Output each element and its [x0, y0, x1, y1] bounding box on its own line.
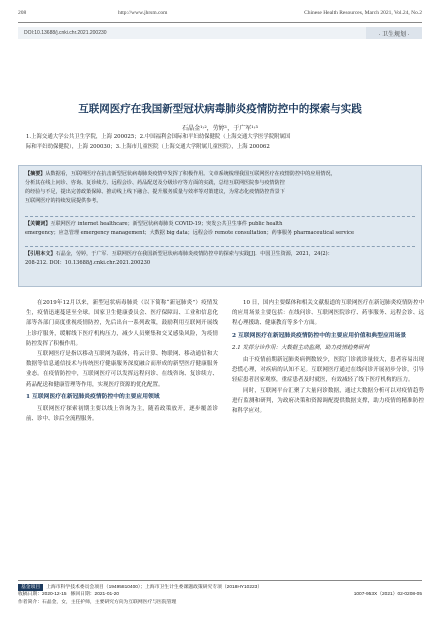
abstract-divider — [25, 216, 415, 217]
body-paragraph: 由于疫情前期新冠肺炎病例数较少，医院门诊就诊量较大，患者容易出现恐慌心理，对疾病的认知不足。互联网医疗通过在线问诊开展初步分诊，引导轻症患者居家观察，重症患者及时就医，有效减轻了线下医疗机构的压力。 — [232, 357, 424, 384]
received-date: 2020-12-15 — [42, 592, 67, 598]
body-paragraph: 10 日，国内主要媒体和相关文献报道的互联网医疗在新冠肺炎疫情防控中的应用场景主要包括：在线问诊、互联网医院诊疗、药事服务、远程会诊、远程心理援助、健康教育等多个方面。 — [232, 300, 424, 327]
abstract-box — [18, 165, 422, 287]
fund-label: 基金项目 — [18, 584, 43, 591]
citation-label: 【引用本文】 — [25, 251, 56, 257]
abstract-line: 的经验与不足，提出完善政策保障、推动线上线下融合、提升服务质量与效率等对策建议，为常态化疫情防控背景下 — [25, 189, 285, 195]
body-paragraph: 互联网医疗是指以移动互联网为载体，将云计算、物联网、移动通信和大数据等信息通信技术与传统医疗健康服务深度融合而形成的新型医疗健康服务业态。在疫情防控中，互联网医疗可以发挥远程问诊、在线咨询、复诊续方、药品配送和健康管理等作用，实现医疗资源的优化配置。 — [26, 351, 218, 388]
citation-line[interactable]: 208-212. DOI：10.13688/j.cnki.chr.2021.200230 — [25, 260, 151, 266]
section-heading: 2 互联网医疗在新冠肺炎疫情防控中的主要应用价值和典型应用场景 — [232, 332, 407, 339]
running-header — [18, 10, 422, 22]
author-list: 石晶金¹˒²，劳婷¹，于广军¹˒³ — [182, 125, 258, 132]
fund-text: 上海市科学技术委员会项目（19495810400）；上海市卫生计生委课题政策研究专项（2018HY10223） — [46, 585, 263, 590]
header-rule — [18, 22, 422, 23]
article-title: 互联网医疗在我国新型冠状病毒肺炎疫情防控中的探索与实践 — [78, 103, 362, 115]
keywords-line: emergency；应急管理 emergency management；大数据 big data；远程会诊 remote consultation；药事服务 pharmaceutical service — [25, 230, 354, 236]
page-number: 208 — [18, 10, 27, 16]
body-column-right — [232, 298, 424, 416]
keywords-label: 【关键词】 — [25, 221, 51, 227]
body-paragraph: 同时，互联网平台汇聚了大量问诊数据，通过大数据分析可以对疫情趋势进行监测和研判，为政府决策和资源调配提供数据支撑，助力疫情的精准防控和科学应对。 — [232, 387, 424, 415]
section-heading: 1 互联网医疗在新冠肺炎疫情防控中的主要应用领域 — [26, 393, 160, 400]
journal-citation: Chinese Health Resources, March 2021, Vol.24, No.2 — [304, 10, 422, 16]
issn: 1007-953X（2021）02-0208-05 — [353, 592, 422, 598]
revised-date: 2021-01-20 — [94, 592, 120, 598]
dates-row: 收稿日期：2020-12-15 修回日期：2021-01-20 1007-953X（2021）02-0208-05 — [18, 592, 422, 598]
abstract-label: 【摘要】 — [25, 171, 46, 177]
author-note: 作者简介：石晶金，女，主任护师，主要研究方向为互联网医疗与医院管理 — [18, 599, 177, 605]
body-paragraph: 互联网医疗探索初期主要以线上咨询为主，随着政策放开，逐步覆盖诊前、诊中、诊后全流程服务。 — [26, 406, 218, 423]
body-column-left — [26, 298, 218, 424]
abstract-line: 分析其在线上问诊、咨询、复诊续方、远程会诊、药品配送及分级诊疗等方面的实践，总结互联网医院参与疫情防控 — [25, 180, 285, 186]
doi-bar — [18, 27, 422, 39]
doi-text[interactable]: DOI:10.13688/j.cnki.chr.2021.200230 — [24, 30, 107, 36]
affiliations — [26, 132, 414, 152]
section-tag: · 卫生规划 · — [366, 27, 422, 39]
body-paragraph: 在2019年12月以来，新型冠状病毒肺炎（以下简称“新冠肺炎”）疫情发生，疫情迅速蔓延至全球。国家卫生健康委员会、医疗保障局、工业和信息化部等各部门高度重视疫情防控，先后出台一系列政策，鼓励利用互联网开展线上诊疗服务，缓解线下医疗机构压力，减少人员聚集和交叉感染风险，为疫情防控发挥了积极作用。 — [26, 300, 218, 347]
footer-notes — [18, 580, 422, 606]
fund-row — [18, 584, 422, 591]
abstract-line: 互联网医疗的持续发展提供参考。 — [25, 198, 102, 204]
citation-line: 【引用本文】石晶金，劳婷，于广军．互联网医疗在我国新型冠状病毒肺炎疫情防控中的探索与实践[J]．中国卫生资源，2021，24(2)： — [25, 251, 333, 257]
journal-url[interactable]: http://www.jhrsm.com — [118, 10, 168, 16]
affiliation-line: 1.上海交通大学公共卫生学院，上海 200025；2.中国福利会国际和平妇幼保健院（上海交通大学医学院附属国 — [26, 134, 291, 140]
affiliation-line: 际和平妇幼保健院），上海 200030；3.上海市儿童医院（上海交通大学附属儿童医院），上海 200062 — [26, 144, 270, 150]
abstract-line: 【摘要】从数据看，互联网医疗在抗击新型冠状病毒肺炎疫情中发挥了积极作用。文章系统梳理我国互联网医疗在疫情防控中的应用情况， — [25, 171, 336, 177]
keywords-line: 【关键词】互联网医疗 internet healthcare；新型冠状病毒肺炎 COVID-19；突发公共卫生事件 public health — [25, 221, 283, 227]
subsection-heading: 2.1 发挥分诊作用：大数据主动监测，助力疫情趋势研判 — [232, 344, 369, 351]
abstract-divider — [25, 246, 415, 247]
